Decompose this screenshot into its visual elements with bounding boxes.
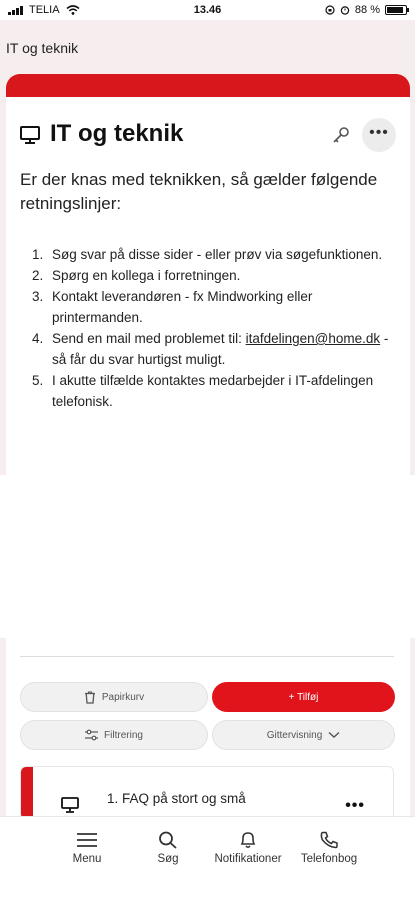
battery-percent: 88 %: [354, 4, 380, 16]
battery-icon: [385, 5, 407, 15]
nav-notifications[interactable]: [203, 831, 293, 865]
nav-menu-label: Menu: [72, 853, 102, 865]
more-icon: •••: [369, 124, 389, 141]
grid-label: Gittervisning: [266, 729, 323, 741]
status-right: [325, 4, 407, 16]
key-icon[interactable]: [332, 126, 350, 144]
filter-button[interactable]: [20, 720, 208, 750]
trash-icon: [84, 691, 96, 704]
bottom-nav: [0, 816, 415, 900]
nav-menu[interactable]: [42, 831, 132, 865]
filter-label: Filtrering: [104, 729, 143, 741]
sliders-icon: [85, 729, 98, 741]
breadcrumb[interactable]: IT og teknik: [6, 40, 79, 56]
grid-view-button[interactable]: [212, 720, 395, 750]
more-icon: •••: [345, 797, 365, 814]
monitor-icon: [20, 126, 40, 144]
monitor-icon: [61, 797, 79, 813]
search-icon: [158, 831, 178, 849]
list-item-title: 1. FAQ på stort og små: [107, 791, 246, 806]
rule-item: [20, 265, 390, 286]
add-button[interactable]: [212, 682, 395, 712]
alarm-icon: [340, 5, 350, 15]
card-header: [20, 120, 396, 150]
rule-item: [20, 286, 390, 328]
email-link[interactable]: itafdelingen@home.dk: [245, 331, 381, 346]
page-title: IT og teknik: [50, 120, 184, 147]
status-bar: [0, 0, 415, 20]
rule-text: - så får du svar hurtigst muligt.: [52, 331, 389, 367]
rule-item: [20, 370, 390, 412]
phone-icon: [319, 831, 339, 849]
nav-search[interactable]: [123, 831, 213, 865]
menu-icon: [76, 831, 98, 849]
rule-text: Søg svar på disse sider - eller prøv via søgefunktionen.: [52, 247, 383, 262]
rule-number: 4.: [32, 331, 44, 346]
intro-text: Er der knas med teknikken, så gælder følgende retningslinjer:: [20, 170, 378, 213]
rule-text: Spørg en kollega i forretningen.: [52, 268, 241, 283]
card-top-band: [6, 74, 410, 97]
nav-phonebook-label: Telefonbog: [300, 853, 358, 865]
rule-item: [20, 328, 390, 370]
rule-number: 3.: [32, 289, 44, 304]
rotation-lock-icon: [325, 5, 335, 15]
list-item[interactable]: [20, 766, 394, 820]
nav-notifications-label: Notifikationer: [214, 853, 282, 865]
chevron-down-icon: [328, 731, 340, 739]
rule-text: I akutte tilfælde kontaktes medarbejder i IT-afdelingen telefonisk.: [52, 373, 374, 409]
info-card: [6, 74, 410, 475]
rules-list: [20, 244, 390, 412]
add-label: + Tilføj: [288, 691, 319, 703]
status-time: 13.46: [193, 4, 222, 16]
rule-text: Send en mail med problemet til:: [52, 331, 242, 346]
battery-level: [387, 7, 403, 13]
rule-item: [20, 244, 390, 265]
list-item-accent: [21, 767, 33, 820]
rule-number: 1.: [32, 247, 44, 262]
nav-search-label: Søg: [157, 853, 179, 865]
bell-icon: [238, 831, 258, 849]
carrier-label: TELIA: [29, 4, 60, 16]
more-options-button[interactable]: [362, 118, 396, 152]
trash-label: Papirkurv: [101, 691, 145, 703]
rule-number: 2.: [32, 268, 44, 283]
rule-number: 5.: [32, 373, 44, 388]
divider: [20, 656, 394, 657]
trash-button[interactable]: [20, 682, 208, 712]
nav-phonebook[interactable]: [284, 831, 374, 865]
rule-text: Kontakt leverandøren - fx Mindworking eller printermanden.: [52, 289, 313, 325]
list-item-more-button[interactable]: [345, 797, 365, 815]
